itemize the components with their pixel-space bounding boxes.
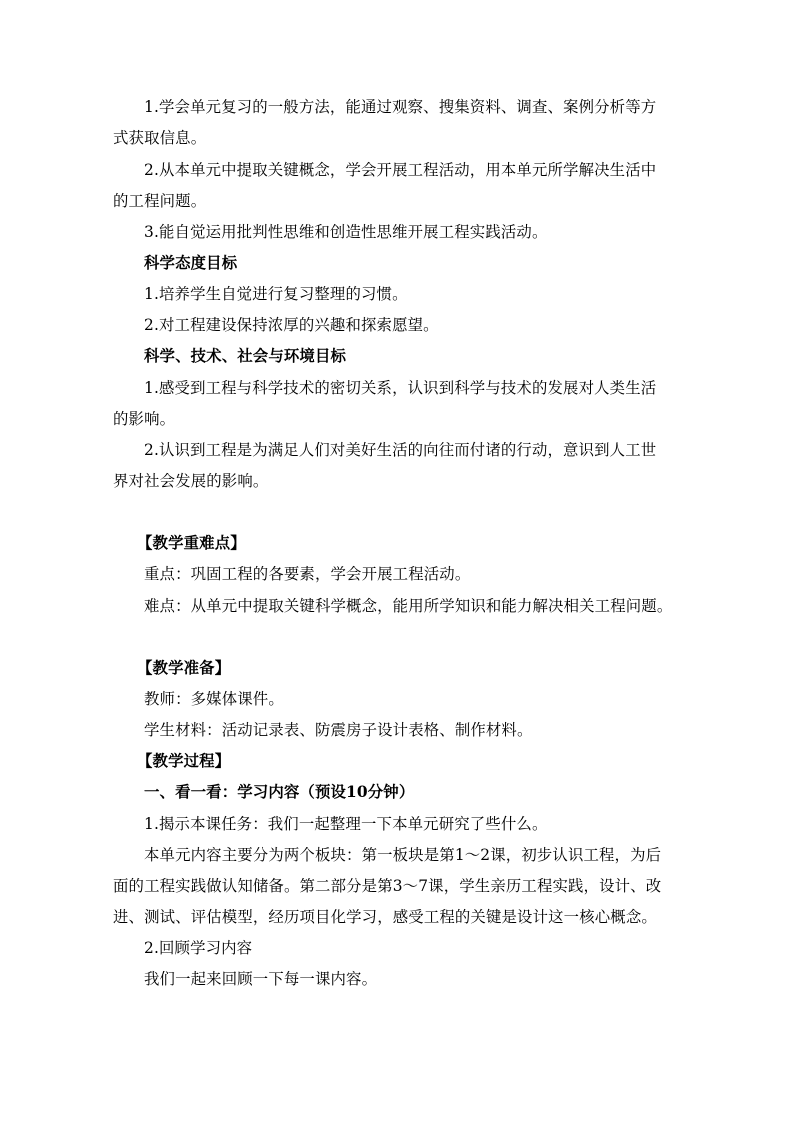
sts-item-2-line-2: 界对社会发展的影响。 <box>113 472 269 490</box>
process-step-1-title: 一、看一看：学习内容（预设10分钟） <box>144 783 415 801</box>
goal-item-3: 3.能自觉运用批判性思维和创造性思维开展工程实践活动。 <box>144 223 548 241</box>
process-review-title: 2.回顾学习内容 <box>144 939 253 957</box>
goal-item-2-line-1: 2.从本单元中提取关键概念，学会开展工程活动，用本单元所学解决生活中 <box>144 161 657 179</box>
prep-teacher: 教师：多媒体课件。 <box>144 690 284 708</box>
heading-key-points: 【教学重难点】 <box>137 534 246 552</box>
heading-preparation: 【教学准备】 <box>137 659 231 677</box>
sts-item-1-line-1: 1.感受到工程与科学技术的密切关系，认识到科学与技术的发展对人类生活 <box>144 379 657 397</box>
goal-item-1-line-1: 1.学会单元复习的一般方法，能通过观察、搜集资料、调查、案例分析等方 <box>144 98 657 116</box>
process-content-line-2: 面的工程实践做认知储备。第二部分是第3～7课，学生亲历工程实践，设计、改 <box>113 877 662 895</box>
goal-item-1-line-2: 式获取信息。 <box>113 129 207 147</box>
difficult-point: 难点：从单元中提取关键科学概念，能用所学知识和能力解决相关工程问题。 <box>144 597 673 615</box>
process-content-line-1: 本单元内容主要分为两个板块：第一板块是第1～2课，初步认识工程，为后 <box>144 846 662 864</box>
prep-student: 学生材料：活动记录表、防震房子设计表格、制作材料。 <box>144 721 533 739</box>
key-point: 重点：巩固工程的各要素，学会开展工程活动。 <box>144 565 471 583</box>
sts-item-2-line-1: 2.认识到工程是为满足人们对美好生活的向往而付诸的行动，意识到人工世 <box>144 441 657 459</box>
process-review-text: 我们一起来回顾一下每一课内容。 <box>144 970 378 988</box>
process-task: 1.揭示本课任务：我们一起整理一下本单元研究了些什么。 <box>144 815 548 833</box>
goal-item-2-line-2: 的工程问题。 <box>113 192 207 210</box>
attitude-item-2: 2.对工程建设保持浓厚的兴趣和探索愿望。 <box>144 316 439 334</box>
sts-item-1-line-2: 的影响。 <box>113 410 176 428</box>
section-heading-attitude: 科学态度目标 <box>144 254 238 272</box>
heading-process: 【教学过程】 <box>137 752 231 770</box>
section-heading-sts: 科学、技术、社会与环境目标 <box>144 347 347 365</box>
process-content-line-3: 进、测试、评估模型，经历项目化学习，感受工程的关键是设计这一核心概念。 <box>113 908 657 926</box>
attitude-item-1: 1.培养学生自觉进行复习整理的习惯。 <box>144 285 408 303</box>
